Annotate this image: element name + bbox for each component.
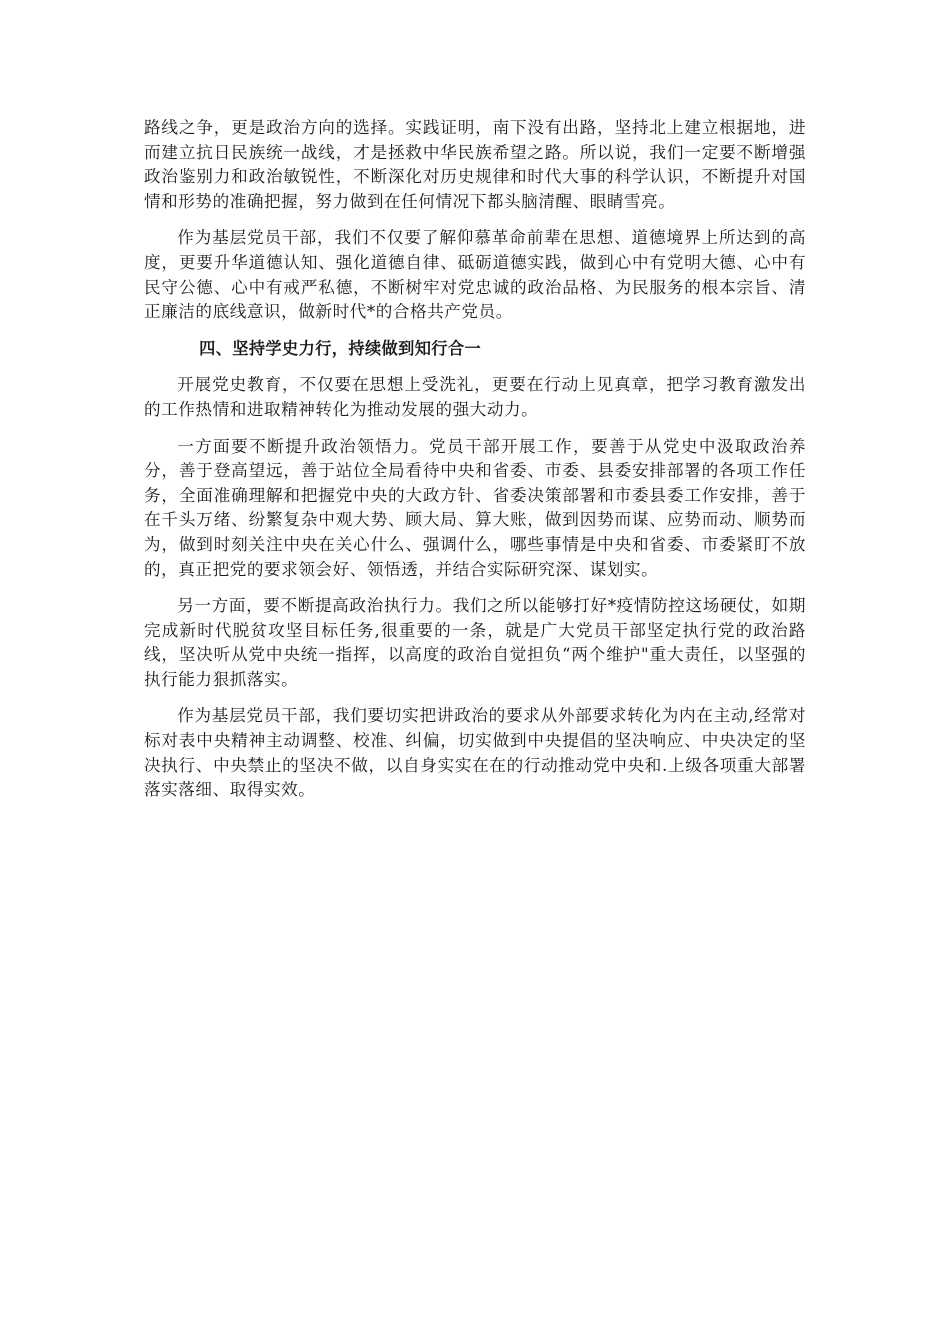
paragraph-intro: 开展党史教育，不仅要在思想上受洗礼，更要在行动上见真章，把学习教育激发出的工作热情和进取精神转化为推动发展的强大动力。 (144, 375, 806, 419)
paragraph-political-execution: 另一方面，要不断提高政治执行力。我们之所以能够打好*疫情防控这场硬仗，如期完成新时代脱贫攻坚目标任务,很重要的一条，就是广大党员干部坚定执行党的政治路线，坚决听从党中央统一指挥，以高度的政治自觉担负“两个维护"重大责任，以坚强的执行能力狠抓落实。 (144, 596, 806, 689)
paragraph-moral-cultivation: 作为基层党员干部，我们不仅要了解仰慕革命前辈在思想、道德境界上所达到的高度，更要升华道德认知、强化道德自律、砥砺道德实践，做到心中有党明大德、心中有民守公德、心中有戒严私德，不断树牢对党忠诚的政治品格、为民服务的根本宗旨、清正廉洁的底线意识，做新时代*的合格共产党员。 (144, 228, 806, 322)
paragraph-conclusion: 作为基层党员干部，我们要切实把讲政治的要求从外部要求转化为内在主动,经常对标对表中央精神主动调整、校准、纠偏，切实做到中央提倡的坚决响应、中央决定的坚决执行、中央禁止的坚决不做，以自身实实在在的行动推动党中央和.上级各项重大部署落实落细、取得实效。 (144, 706, 806, 800)
paragraph-continued: 路线之争，更是政治方向的选择。实践证明，南下没有出路，坚持北上建立根据地，进而建立抗日民族统一战线，才是拯救中华民族希望之路。所以说，我们一定要不断增强政治鉴别力和政治敏锐性，不断深化对历史规律和时代大事的科学认识，不断提升对国情和形势的准确把握，努力做到在任何情况下都头脑清醒、眼睛雪亮。 (144, 118, 806, 211)
paragraph-political-understanding: 一方面要不断提升政治领悟力。党员干部开展工作，要善于从党史中汲取政治养分，善于登高望远，善于站位全局看待中央和省委、市委、县委安排部署的各项工作任务，全面准确理解和把握党中央的大政方针、省委决策部署和市委县委工作安排，善于在千头万绪、纷繁复杂中观大势、顾大局、算大账，做到因势而谋、应势而动、顺势而为，做到时刻关注中央在关心什么、强调什么，哪些事情是中央和省委、市委紧盯不放的，真正把党的要求领会好、领悟透，并结合实际研究深、谋划实。 (144, 436, 806, 579)
section-heading: 四、坚持学史力行，持续做到知行合一 (199, 338, 482, 358)
document-page (144, 116, 806, 815)
